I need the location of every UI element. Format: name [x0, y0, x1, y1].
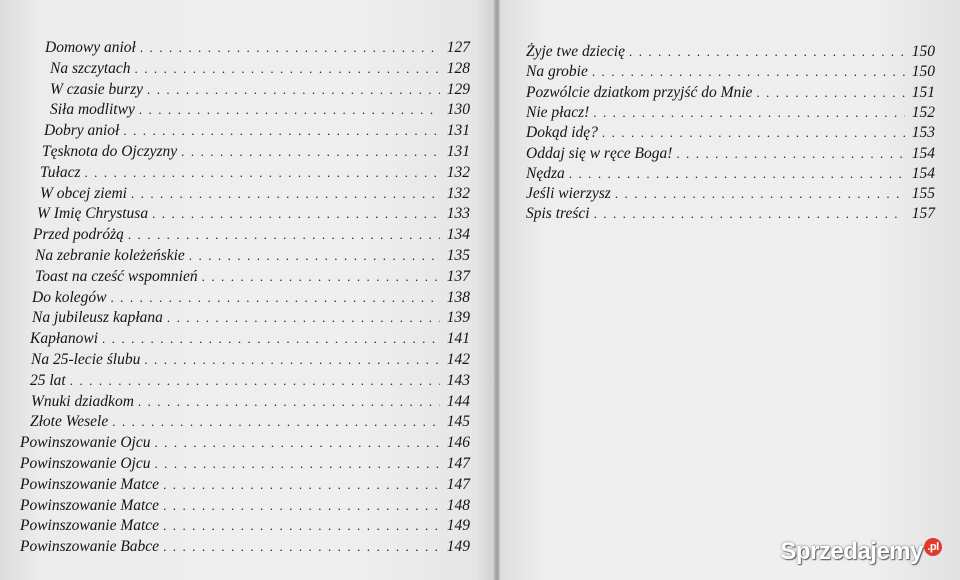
toc-entry	[45, 38, 470, 58]
toc-entry	[526, 184, 935, 204]
toc-entry	[30, 412, 470, 432]
watermark-badge: .pl	[924, 538, 942, 556]
toc-leader-dots	[756, 83, 905, 103]
toc-entry-title: Dokąd idę?	[526, 124, 598, 142]
toc-entry	[20, 516, 470, 536]
toc-entry	[20, 433, 470, 453]
toc-entry-page-number: 127	[446, 39, 470, 56]
toc-leader-dots	[163, 496, 440, 516]
toc-entry	[35, 246, 470, 266]
toc-entry-page-number: 133	[446, 205, 470, 223]
toc-leader-dots	[140, 38, 440, 58]
toc-entry-title: Powinszowanie Matce	[20, 496, 160, 514]
toc-entry-page-number: 141	[446, 330, 470, 348]
toc-leader-dots	[154, 454, 440, 474]
toc-entry-title: Domowy anioł	[45, 39, 136, 56]
toc-entry-title: Powinszowanie Ojcu	[20, 455, 151, 472]
toc-entry	[31, 392, 470, 412]
toc-entry-title: Spis treści	[526, 205, 590, 223]
toc-entry-title: Powinszowanie Matce	[20, 475, 160, 493]
toc-entry-title: Pozwólcie dziatkom przyjść do Mnie	[526, 83, 753, 101]
toc-leader-dots	[144, 350, 440, 370]
toc-entry-page-number: 152	[911, 103, 935, 121]
toc-leader-dots	[138, 392, 440, 412]
toc-entry	[20, 537, 470, 557]
toc-leader-dots	[569, 164, 905, 184]
toc-entry-page-number: 150	[911, 43, 935, 60]
toc-entry-title: Na szczytach	[50, 59, 131, 77]
toc-entry-title: Złote Wesele	[30, 413, 109, 431]
toc-leader-dots	[128, 225, 440, 245]
toc-leader-dots	[167, 308, 440, 328]
toc-entry-page-number: 134	[446, 226, 470, 244]
toc-entry	[526, 204, 935, 224]
toc-leader-dots	[131, 184, 440, 204]
toc-entry	[33, 225, 470, 245]
toc-entry	[50, 100, 470, 120]
toc-entry	[20, 475, 470, 495]
toc-entry	[50, 59, 470, 79]
toc-entry-page-number: 129	[446, 80, 470, 98]
toc-entry-title: Na 25-lecie ślubu	[31, 351, 141, 368]
toc-entry-title: Powinszowanie Ojcu	[20, 434, 151, 452]
toc-entry-page-number: 146	[446, 434, 470, 452]
toc-entry-page-number: 135	[446, 247, 470, 264]
toc-entry-page-number: 138	[446, 288, 470, 306]
toc-entry-page-number: 154	[911, 164, 935, 182]
toc-entry	[32, 308, 470, 328]
toc-leader-dots	[110, 288, 440, 308]
toc-entry-title: W obcej ziemi	[40, 184, 127, 202]
toc-leader-dots	[594, 204, 905, 224]
toc-leader-dots	[181, 142, 440, 162]
toc-entry-title: W czasie burzy	[50, 80, 143, 98]
toc-entry-page-number: 153	[911, 124, 935, 142]
toc-leader-dots	[593, 103, 905, 123]
toc-entry-page-number: 155	[911, 185, 935, 203]
toc-leader-dots	[163, 516, 440, 536]
toc-entry-title: Tęsknota do Ojczyzny	[42, 143, 178, 160]
sprzedajemy-watermark	[780, 538, 942, 566]
toc-entry-page-number: 157	[911, 205, 935, 223]
toc-entry-title: Nie płacz!	[526, 103, 590, 121]
toc-leader-dots	[147, 80, 440, 100]
toc-entry-page-number: 132	[446, 184, 470, 202]
toc-entry	[526, 164, 935, 184]
toc-leader-dots	[629, 42, 905, 62]
toc-entry-page-number: 139	[446, 309, 470, 327]
toc-leader-dots	[163, 475, 440, 495]
toc-entry	[526, 123, 935, 143]
toc-entry-title: Kapłanowi	[30, 330, 99, 348]
toc-entry-page-number: 131	[446, 122, 470, 140]
toc-entry-page-number: 143	[446, 371, 470, 389]
toc-entry-title: 25 lat	[30, 371, 66, 389]
toc-entry	[31, 350, 470, 370]
toc-entry-page-number: 132	[446, 163, 470, 181]
toc-entry-page-number: 149	[446, 517, 470, 535]
toc-leader-dots	[102, 329, 440, 349]
toc-entry-title: Powinszowanie Matce	[20, 517, 160, 535]
toc-entry	[20, 496, 470, 516]
toc-entry-page-number: 150	[911, 63, 935, 81]
toc-entry-title: Nędza	[526, 164, 565, 182]
toc-entry	[40, 184, 470, 204]
toc-entry-page-number: 147	[446, 475, 470, 493]
toc-leader-dots	[163, 537, 440, 557]
toc-entry	[40, 163, 470, 183]
toc-entry-page-number: 142	[446, 351, 470, 368]
toc-leader-dots	[189, 246, 440, 266]
toc-entry-page-number: 144	[446, 392, 470, 410]
toc-leader-dots	[139, 100, 440, 120]
toc-leader-dots	[135, 59, 440, 79]
toc-entry-title: Dobry anioł	[44, 122, 120, 140]
toc-entry	[37, 204, 470, 224]
toc-entry-title: Żyje twe dziecię	[526, 43, 625, 60]
toc-entry-title: Powinszowanie Babce	[20, 538, 160, 556]
toc-entry-title: Jeśli wierzysz	[526, 185, 611, 203]
toc-leader-dots	[592, 62, 905, 82]
toc-entry-title: Na jubileusz kapłana	[32, 309, 163, 327]
toc-entry-page-number: 149	[446, 538, 470, 556]
toc-entry-title: Przed podróżą	[33, 226, 124, 244]
toc-entry	[526, 83, 935, 103]
toc-entry	[30, 329, 470, 349]
toc-entry-page-number: 154	[911, 144, 935, 162]
toc-entry-title: Tułacz	[40, 163, 81, 181]
toc-entry-page-number: 131	[446, 143, 470, 160]
toc-leader-dots	[615, 184, 905, 204]
toc-entry-page-number: 128	[446, 59, 470, 77]
toc-entry	[44, 121, 470, 141]
toc-leader-dots	[152, 204, 440, 224]
toc-entry	[30, 371, 470, 391]
toc-entry-title: Na grobie	[526, 63, 588, 81]
toc-entry-title: Oddaj się w ręce Boga!	[526, 144, 673, 162]
toc-entry	[526, 42, 935, 62]
toc-entry-page-number: 130	[446, 101, 470, 119]
toc-entry	[526, 103, 935, 123]
toc-entry	[35, 267, 470, 287]
toc-entry-title: Siła modlitwy	[50, 101, 135, 119]
toc-leader-dots	[602, 123, 905, 143]
toc-entry-page-number: 147	[446, 455, 470, 472]
toc-entry-title: W Imię Chrystusa	[37, 205, 149, 223]
toc-leader-dots	[123, 121, 440, 141]
toc-entry-title: Na zebranie koleżeńskie	[35, 247, 185, 264]
toc-leader-dots	[112, 412, 440, 432]
toc-entry-page-number: 151	[911, 83, 935, 101]
toc-entry	[50, 80, 470, 100]
toc-entry	[20, 454, 470, 474]
toc-leader-dots	[70, 371, 440, 391]
toc-entry-page-number: 145	[446, 413, 470, 431]
toc-entry-page-number: 137	[446, 267, 470, 285]
toc-entry-page-number: 148	[446, 496, 470, 514]
toc-entry-title: Wnuki dziadkom	[31, 392, 134, 410]
toc-entry-title: Do kolegów	[32, 288, 107, 306]
toc-leader-dots	[202, 267, 440, 287]
toc-entry	[32, 288, 470, 308]
toc-leader-dots	[154, 433, 440, 453]
toc-entry	[526, 144, 935, 164]
toc-leader-dots	[84, 163, 440, 183]
toc-entry	[526, 62, 935, 82]
watermark-text: Sprzedajemy	[780, 538, 923, 565]
toc-entry-title: Toast na cześć wspomnień	[35, 267, 198, 285]
toc-entry	[42, 142, 470, 162]
toc-leader-dots	[676, 144, 905, 164]
